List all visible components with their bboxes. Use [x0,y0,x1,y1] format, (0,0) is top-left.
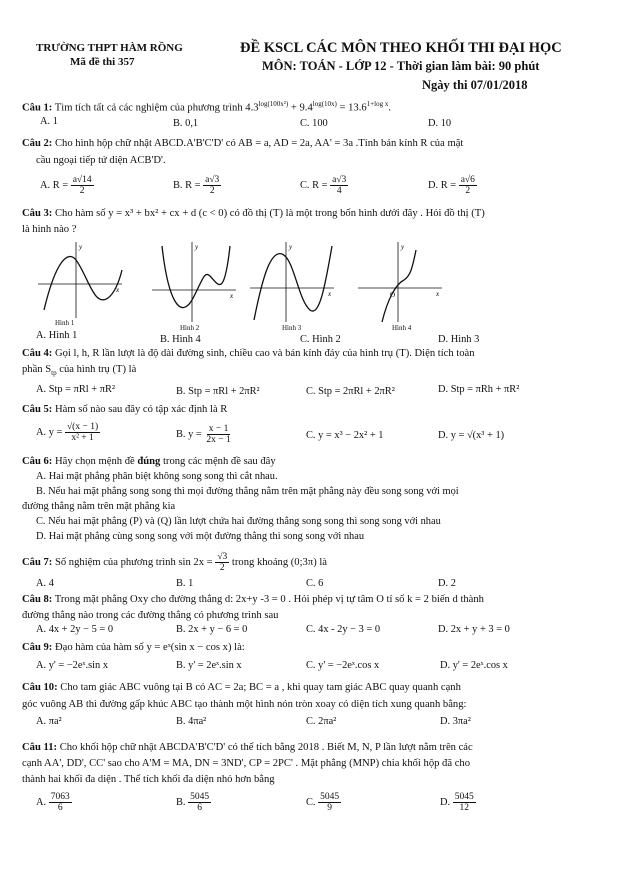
option-b: B. y' = 2eˣ.sin x [176,660,242,671]
option-d: D. y' = 2eˣ.cos x [440,660,508,671]
option-d: D. y = √(x³ + 1) [438,430,505,441]
option-c: C. y = x³ − 2x² + 1 [306,430,384,441]
question-text: Đạo hàm của hàm số y = eˣ(sin x − cos x) là: [54,642,245,653]
question-1 [22,100,391,114]
caption-hinh-1: Hình 1 [55,319,75,327]
question-10 [22,682,461,693]
question-8 [22,594,484,605]
question-text: Cho hình hộp chữ nhật ABCD.A'B'C'D' có AB = a, AD = 2a, AA' = 3a .Tính bán kính R của mặt [54,138,464,149]
option-c: C. 6 [306,578,324,589]
question-text-continued: là hình nào ? [22,224,77,235]
question-text: Trong mặt phẳng Oxy cho đường thẳng d: 2x+y -3 = 0 . Hỏi phép vị tự tâm O tỉ số k = 2 biến d thành [54,594,484,605]
question-text: = 13.6 [336,102,367,114]
question-label: Câu 8: [22,594,53,605]
option-b: B. 1 [176,578,194,589]
option-d: D. R = $\frac{a√6}{2}$ [428,175,475,196]
question-5 [22,404,227,415]
axis-y-label: y [401,243,405,251]
option-d: D. 3πa² [440,716,471,727]
question-label: Câu 6: [22,456,53,467]
question-6: Câu 6: Hãy chọn mệnh đề đúng trong các mệnh đề sau đây [22,456,276,467]
option-d: D. Stp = πRh + πR² [438,384,520,395]
option-a: A. Hai mặt phẳng phân biệt không song song thì cắt nhau. [36,471,278,482]
subject-line: MÔN: TOÁN - LỚP 12 - Thời gian làm bài: 90 phút [262,59,540,73]
option-a: A. 4 [36,578,54,589]
option-a: A. 4x + 2y − 5 = 0 [36,624,114,635]
question-text: Tìm tích tất cả các nghiệm của phương trình 4.3 [54,102,259,114]
option-c: C. y' = −2eˣ.cos x [306,660,380,671]
question-text: Cho tam giác ABC vuông tại B có AC = 2a; BC = a , khi quay tam giác ABC quay quanh cạnh [60,682,461,693]
question-text-continued: thành hai khối đa diện . Thể tích khối đa diện nhỏ hơn bằng [22,774,275,785]
option-c: C. Hình 2 [300,334,341,345]
question-label: Câu 7: [22,556,53,568]
question-label: Câu 4: [22,348,53,359]
exponent: 1+log x [366,100,389,108]
caption-hinh-2: Hình 2 [180,324,200,332]
school-name: TRƯỜNG THPT HÀM RỒNG [36,42,183,54]
question-4 [22,348,475,359]
question-text: Cho hàm số y = x³ + bx² + cx + d (c < 0) có đồ thị (T) là một trong bốn hình dưới đây . Hỏi đồ thị (T) [54,208,485,219]
option-c: C. 100 [300,118,328,129]
cubic-curve [254,246,332,320]
option-a: A. Hình 1 [36,330,78,341]
option-b: B. Stp = πRl + 2πR² [176,386,260,397]
question-text: + 9.4 [288,102,313,114]
question-2 [22,138,463,149]
question-text: Hàm số nào sau đây có tập xác định là R [54,404,228,415]
option-b: B. y = $\frac{x - 1}{2x - 1}$ [176,424,231,445]
option-a: A. Stp = πRl + πR² [36,384,116,395]
option-d: D. 2x + y + 3 = 0 [438,624,510,635]
option-d: D. Hai mặt phẳng cùng song song với một đường thẳng thì song song với nhau [36,531,365,542]
question-label: Câu 5: [22,404,53,415]
option-a: A. πa² [36,716,62,727]
question-text-continued: phần $S_{tp}$ của hình trụ (T) là [22,364,137,378]
option-b: B. 4πa² [176,716,207,727]
option-b: B. Nếu hai mặt phẳng song song thì mọi đường thẳng nằm trên mặt phẳng này đều song song với mọi [36,486,459,497]
question-label: Câu 3: [22,208,53,219]
option-b-continued: đường thẳng nằm trên mặt phẳng kia [22,501,176,512]
question-text: Gọi l, h, R lần lượt là độ dài đường sinh, chiều cao và bán kính đáy của hình trụ (T). Diện tích toàn [54,348,475,359]
option-d: D. Hình 3 [438,334,480,345]
option-b: B. $\frac{5045}{6}$ [176,792,210,813]
option-a: A. $\frac{7063}{6}$ [36,792,70,813]
option-c: C. R = $\frac{a√3}{4}$ [300,175,347,196]
option-a: A. 1 [40,116,58,127]
axis-y-label: y [79,243,83,251]
question-text-continued: cầu ngoại tiếp tứ diện ACB'D'. [36,155,166,166]
graph-hinh-2 [150,240,240,325]
question-text: Cho khối hộp chữ nhật ABCDA'B'C'D' có thể tích bằng 2018 . Biết M, N, P lần lượt nằm trên các [59,742,473,753]
question-label: Câu 2: [22,138,53,149]
exponent: log(100x²) [258,100,289,108]
option-d: D. 2 [438,578,456,589]
option-b: B. 2x + y − 6 = 0 [176,624,248,635]
cubic-curve [162,246,230,308]
option-d: D. 10 [428,118,452,129]
option-b: B. Hình 4 [160,334,201,345]
question-label: Câu 11: [22,742,58,753]
option-c: C. 4x - 2y − 3 = 0 [306,624,381,635]
option-a: A. y = $\frac{√(x - 1)}{\text{x² + 1}}$ [36,422,99,443]
question-7: Câu 7: Số nghiệm của phương trình sin 2x = $\frac{√3}{2}$ trong khoảng (0;3π) là [22,552,328,573]
caption-hinh-3: Hình 3 [282,324,302,332]
question-11 [22,742,473,753]
axis-x-label: x [436,290,440,298]
option-c: C. Stp = 2πRl + 2πR² [306,386,395,397]
axis-x-label: x [230,292,234,300]
option-a: A. y' = −2eˣ.sin x [36,660,109,671]
question-text-continued: góc vuông AB thì đường gấp khúc ABC tạo thành một hình nón tròn xoay có diện tích xung quanh bằng: [22,699,467,710]
cubic-curve [44,257,122,310]
question-label: Câu 9: [22,642,53,653]
exponent: log(10x) [312,100,337,108]
cubic-curve [382,250,416,322]
exam-date: Ngày thi 07/01/2018 [422,78,528,92]
question-9 [22,642,245,653]
option-c: C. $\frac{5045}{9}$ [306,792,340,813]
page-title: ĐỀ KSCL CÁC MÔN THEO KHỐI THI ĐẠI HỌC [240,40,562,56]
question-text-continued: cạnh AA', DD', CC' sao cho A'M = MA, DN = 3ND', CP = 2PC' . Mặt phẳng (MNP) chia khối hộp đã cho [22,758,471,769]
origin-label: O [390,291,396,299]
graph-hinh-4 [356,240,446,325]
axis-x-label: x [328,290,332,298]
axis-x-label: x [116,286,120,294]
option-b: B. 0,1 [173,118,199,129]
question-label: Câu 1: [22,102,53,114]
option-a: A. R = $\frac{a√14}{2}$ [40,175,92,196]
question-label: Câu 10: [22,682,58,693]
option-c: C. 2πa² [306,716,337,727]
caption-hinh-4: Hình 4 [392,324,412,332]
option-d: D. $\frac{5045}{12}$ [440,792,474,813]
graph-hinh-1 [36,240,126,320]
question-text-continued: đường thẳng nào trong các đường thẳng có phương trình sau [22,610,279,621]
option-b: B. R = $\frac{a√3}{2}$ [173,175,220,196]
axis-y-label: y [195,243,199,251]
option-c: C. Nếu hai mặt phẳng (P) và (Q) lần lượt chứa hai đường thẳng song song thì song song với nhau [36,516,441,527]
exam-code: Mã đề thi 357 [70,56,135,68]
question-text: . [388,102,391,114]
graph-hinh-3 [248,240,338,325]
axis-y-label: y [289,243,293,251]
question-3 [22,208,485,219]
